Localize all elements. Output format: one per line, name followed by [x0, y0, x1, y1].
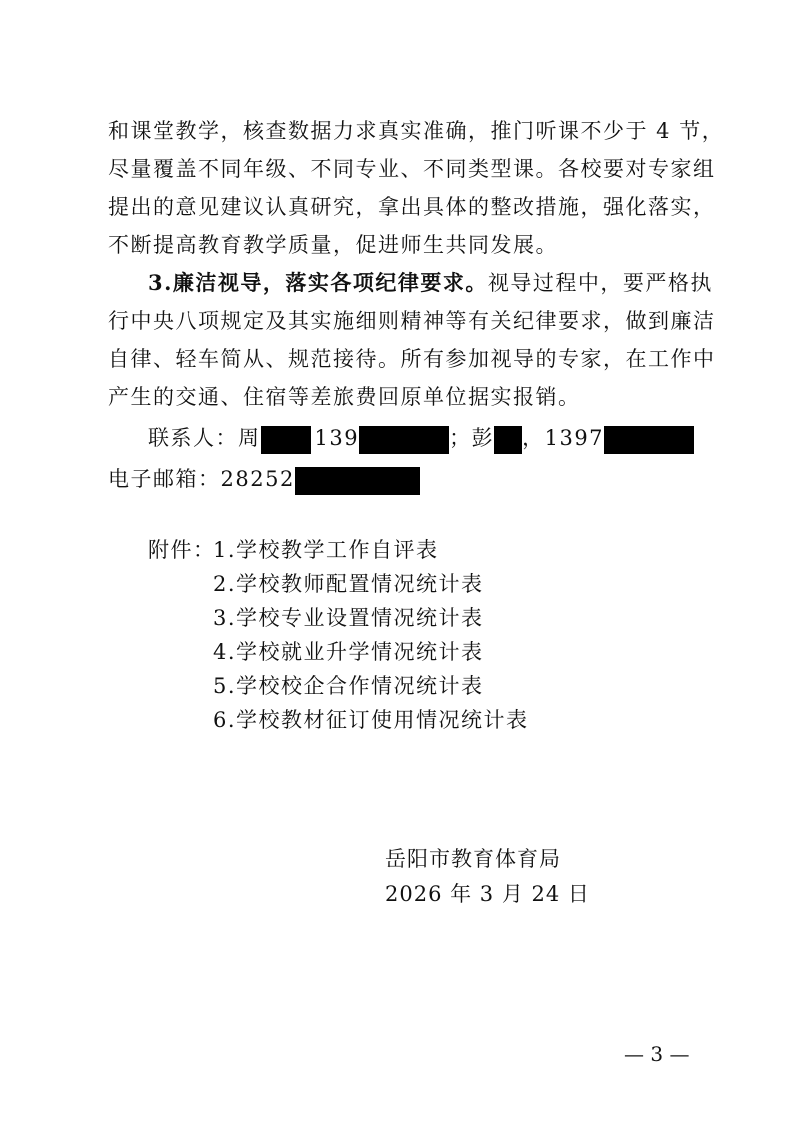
attachment-item: 2.学校教师配置情况统计表 — [213, 572, 484, 596]
contact-label: 联系人：周 — [148, 426, 261, 450]
attachment-item: 4.学校就业升学情况统计表 — [213, 640, 484, 664]
body-text-line: 自律、轻车简从、规范接待。所有参加视导的专家，在工作中 — [108, 347, 716, 371]
body-text-line: 行中央八项规定及其实施细则精神等有关纪律要求，做到廉洁 — [108, 309, 716, 333]
page-number: — 3 — — [624, 1042, 690, 1066]
redaction-block — [295, 467, 420, 495]
contact-line — [148, 424, 694, 454]
redaction-block — [359, 426, 449, 454]
attachments-label: 附件： — [148, 538, 216, 562]
attachment-item: 1.学校教学工作自评表 — [213, 538, 439, 562]
signature-org: 岳阳市教育体育局 — [385, 847, 561, 871]
redaction-block — [261, 426, 311, 454]
body-text-line: 和课堂教学，核查数据力求真实准确，推门听课不少于 4 节， — [108, 119, 725, 143]
para2-first-line — [148, 269, 713, 297]
body-text-line: 提出的意见建议认真研究，拿出具体的整改措施，强化落实， — [108, 195, 716, 219]
attachment-item: 6.学校教材征订使用情况统计表 — [213, 708, 529, 732]
redaction-block — [494, 426, 522, 454]
para2-first-line-text: 视导过程中，要严格执 — [487, 271, 713, 295]
body-text-line: 不断提高教育教学质量，促进师生共同发展。 — [108, 233, 558, 257]
contact-separator: ；彭 — [449, 426, 495, 450]
body-text-line: 产生的交通、住宿等差旅费回原单位据实报销。 — [108, 385, 581, 409]
email-label: 电子邮箱：28252 — [108, 467, 295, 491]
phone2-prefix: ，1397 — [522, 426, 605, 450]
phone1-prefix: 139 — [314, 426, 360, 450]
para2-heading: 3.廉洁视导，落实各项纪律要求。 — [148, 270, 488, 295]
attachment-item: 3.学校专业设置情况统计表 — [213, 606, 484, 630]
body-text-line: 尽量覆盖不同年级、不同专业、不同类型课。各校要对专家组 — [108, 157, 716, 181]
signature-date: 2026 年 3 月 24 日 — [385, 882, 590, 906]
email-line — [108, 465, 420, 495]
attachment-item: 5.学校校企合作情况统计表 — [213, 674, 484, 698]
redaction-block — [604, 426, 694, 454]
